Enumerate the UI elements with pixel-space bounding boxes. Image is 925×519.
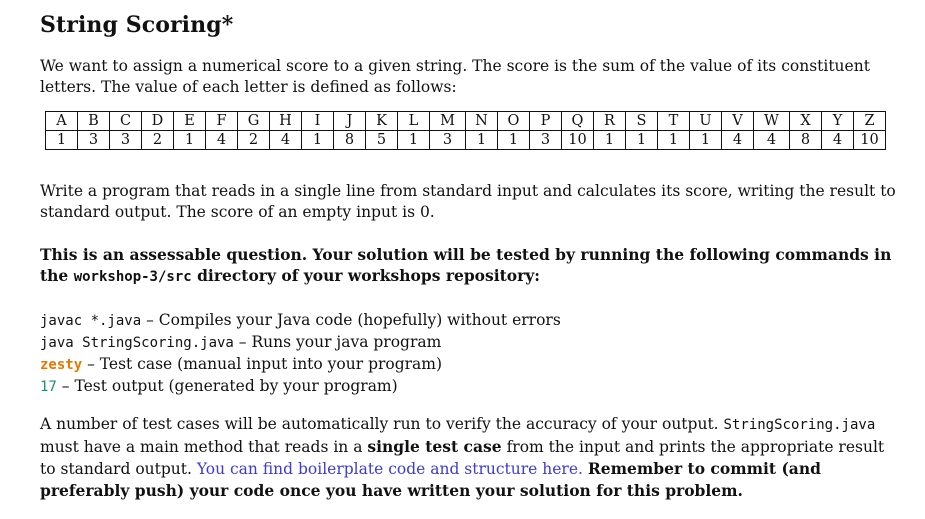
letter-cell: M [430,112,466,131]
letter-cell: H [270,112,302,131]
letter-cell: V [722,112,754,131]
letter-cell: W [754,112,790,131]
commit-reminder: Remember to commit (and preferably push) your code once you have written your solution for this problem. [40,459,821,500]
letter-cell: Q [562,112,594,131]
value-cell: 10 [562,131,594,150]
value-cell: 10 [854,131,886,150]
letter-cell: J [334,112,366,131]
value-cell: 1 [466,131,498,150]
value-cell: 5 [366,131,398,150]
value-cell: 4 [722,131,754,150]
letter-cell: L [398,112,430,131]
value-cell: 3 [530,131,562,150]
value-cell: 1 [594,131,626,150]
command-line [40,310,900,332]
task-paragraph: Write a program that reads in a single line from standard input and calculates its score, writing the result to standard output. The score of an empty input is 0. [40,182,896,221]
value-cell: 1 [690,131,722,150]
letter-cell: A [46,112,78,131]
intro-paragraph: We want to assign a numerical score to a given string. The score is the sum of the value of its constituent letters. The value of each letter is defined as follows: [40,57,870,96]
value-cell: 3 [430,131,466,150]
letter-cell: T [658,112,690,131]
assessable-text-after: directory of your workshops repository: [191,266,541,285]
letter-cell: F [206,112,238,131]
value-cell: 1 [498,131,530,150]
filename: StringScoring.java [723,417,876,433]
letter-cell: E [174,112,206,131]
command-description: – Test case (manual input into your program) [82,355,443,373]
closing-text: from the input and prints the appropriate result to standard output. [40,438,885,478]
letter-cell: X [790,112,822,131]
value-cell: 4 [822,131,854,150]
test-output-sample: 17 [40,379,57,395]
letter-cell: R [594,112,626,131]
command-description: – Runs your java program [233,333,442,351]
letter-cell: G [238,112,270,131]
value-cell: 1 [302,131,334,150]
values-row [46,131,886,150]
value-cell: 8 [334,131,366,150]
page-title: String Scoring* [40,12,234,38]
value-cell: 1 [174,131,206,150]
letter-cell: Y [822,112,854,131]
letter-cell: S [626,112,658,131]
value-cell: 4 [206,131,238,150]
boilerplate-link[interactable]: You can find boilerplate code and structure here. [196,460,583,478]
command-line [40,376,900,398]
letter-cell: P [530,112,562,131]
value-cell: 2 [238,131,270,150]
value-cell: 1 [658,131,690,150]
value-cell: 1 [626,131,658,150]
command-line [40,354,900,376]
command-code: javac *.java [40,313,142,329]
value-cell: 4 [754,131,790,150]
directory-path: workshop-3/src [73,269,192,285]
value-cell: 4 [270,131,302,150]
closing-paragraph [40,414,900,502]
letter-value-table [45,111,886,150]
letter-cell: C [110,112,142,131]
letters-row [46,112,886,131]
value-cell: 2 [142,131,174,150]
command-code: java StringScoring.java [40,335,234,351]
bold-phrase: single test case [367,437,502,456]
command-description: – Compiles your Java code (hopefully) without errors [141,311,561,329]
value-cell: 8 [790,131,822,150]
closing-text: must have a main method that reads in a [40,438,368,456]
letter-cell: Z [854,112,886,131]
command-list [40,310,900,398]
assessable-paragraph [40,244,900,288]
closing-text: A number of test cases will be automatically run to verify the accuracy of your output. [40,415,724,433]
command-description: – Test output (generated by your program) [56,377,398,395]
letter-cell: K [366,112,398,131]
value-cell: 1 [398,131,430,150]
value-cell: 3 [78,131,110,150]
value-cell: 1 [46,131,78,150]
command-line [40,332,900,354]
letter-cell: D [142,112,174,131]
letter-cell: I [302,112,334,131]
letter-cell: O [498,112,530,131]
letter-cell: U [690,112,722,131]
letter-cell: N [466,112,498,131]
assessable-text-before: This is an assessable question. Your solution will be tested by running the following commands in the [40,245,892,285]
letter-cell: B [78,112,110,131]
value-cell: 3 [110,131,142,150]
test-input-sample: zesty [40,357,83,373]
